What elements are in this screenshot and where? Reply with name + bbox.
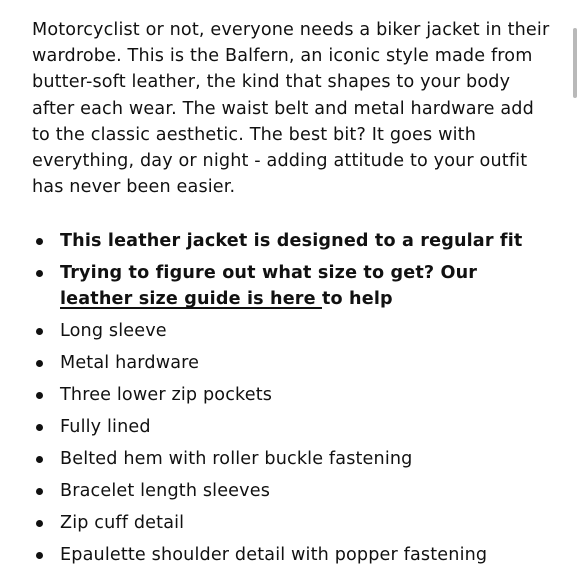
- bullet-icon: [36, 360, 43, 367]
- feature-item: [32, 510, 550, 536]
- product-description-section: [32, 17, 550, 574]
- feature-text: Belted hem with roller buckle fastening: [60, 449, 413, 470]
- feature-text: Long sleeve: [60, 321, 167, 342]
- bullet-icon: [36, 238, 43, 245]
- feature-text: Metal hardware: [60, 353, 200, 374]
- feature-item: [32, 382, 550, 408]
- bullet-icon: [36, 488, 43, 495]
- feature-item: [32, 318, 550, 344]
- bullet-icon: [36, 328, 43, 335]
- bullet-icon: [36, 456, 43, 463]
- feature-text: Zip cuff detail: [60, 513, 185, 534]
- feature-item-size-guide: [32, 260, 550, 312]
- feature-item-fit: [32, 228, 550, 254]
- description-paragraph: Motorcyclist or not, everyone needs a biker jacket in their wardrobe. This is the Balfern, an iconic style made from butter-soft leather, the kind that shapes to your body after each wear. The waist belt and metal hardware add to the classic aesthetic. The best bit? It goes with everything, day or night - adding attitude to your outfit has never been easier.: [32, 20, 550, 198]
- feature-item: [32, 542, 550, 568]
- feature-list: [32, 228, 550, 568]
- bullet-icon: [36, 424, 43, 431]
- feature-text-prefix: Trying to figure out what size to get? Our: [60, 263, 478, 284]
- feature-text: Bracelet length sleeves: [60, 481, 271, 502]
- feature-text: This leather jacket is designed to a regular fit: [60, 231, 523, 252]
- feature-item: [32, 350, 550, 376]
- bullet-icon: [36, 270, 43, 277]
- feature-text: Fully lined: [60, 417, 151, 438]
- vertical-scrollbar[interactable]: [573, 28, 577, 98]
- bullet-icon: [36, 552, 43, 559]
- feature-item: [32, 414, 550, 440]
- feature-item: [32, 478, 550, 504]
- feature-text: Three lower zip pockets: [60, 385, 273, 406]
- feature-text-suffix: to help: [321, 289, 393, 310]
- bullet-icon: [36, 520, 43, 527]
- size-guide-link[interactable]: leather size guide is here: [60, 289, 322, 310]
- bullet-icon: [36, 392, 43, 399]
- feature-text: Epaulette shoulder detail with popper fastening: [60, 545, 488, 566]
- feature-item: [32, 446, 550, 472]
